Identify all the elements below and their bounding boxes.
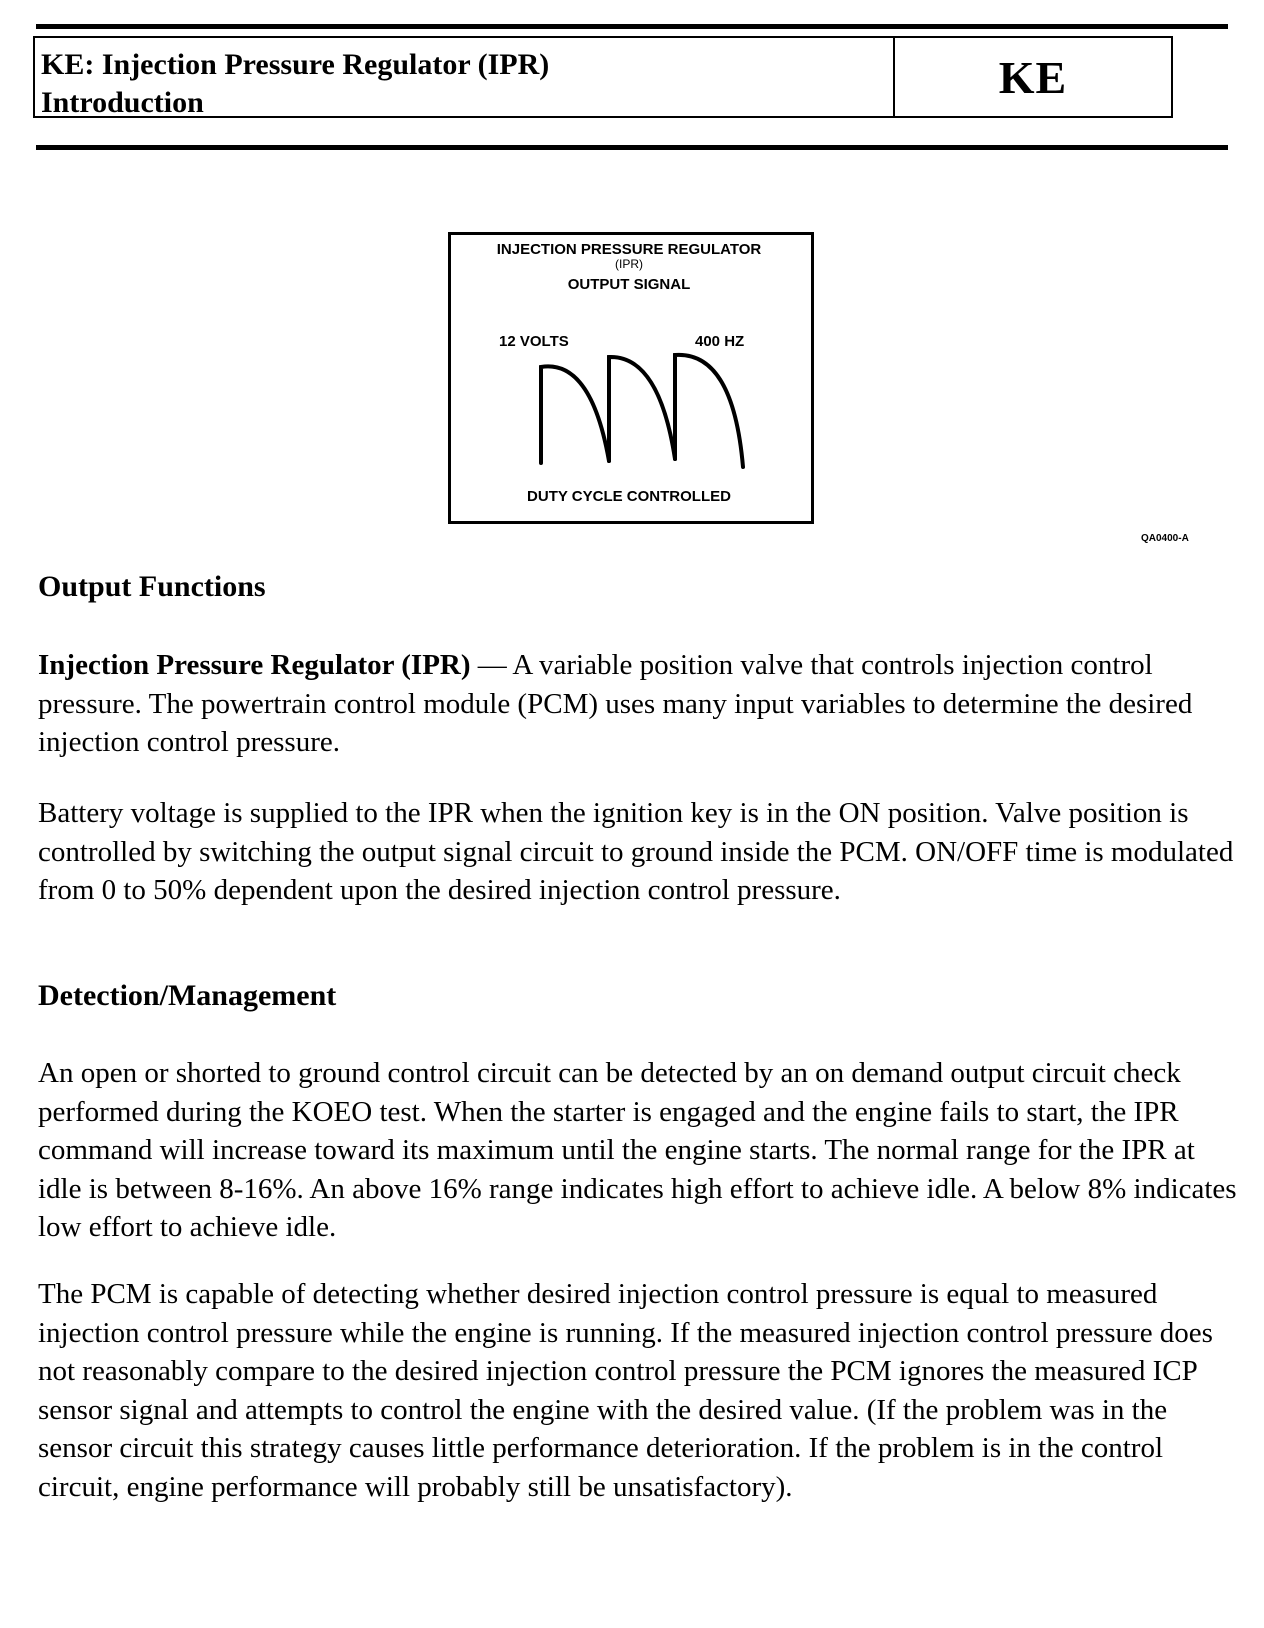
ipr-definition-text: — A variable position valve that controls injection control pressure. The powertrain control module (PCM) uses many input variables to determine the desired injection control pressure. bbox=[38, 649, 1193, 758]
page-title: KE: Injection Pressure Regulator (IPR) Introduction bbox=[41, 48, 550, 119]
figure-title-line1: INJECTION PRESSURE REGULATOR bbox=[496, 241, 762, 258]
frequency-label: 400 HZ bbox=[695, 333, 745, 350]
figure-title-line3: OUTPUT SIGNAL bbox=[567, 276, 691, 293]
waveform-pulse-3 bbox=[675, 355, 743, 467]
header-title-cell bbox=[35, 38, 895, 119]
header-table bbox=[33, 36, 1173, 118]
battery-voltage-paragraph: Battery voltage is supplied to the IPR when the ignition key is in the ON position. Valve position is controlled by switching the output signal circuit to ground inside the PCM. ON/OFF time is modulated from 0 to 50% dependent upon the desired injection control pressure. bbox=[38, 797, 1234, 906]
figure-id: QA0400-A bbox=[1141, 533, 1189, 544]
waveform-pulse-1 bbox=[541, 366, 609, 463]
waveform-pulse-2 bbox=[609, 357, 675, 461]
voltage-label: 12 VOLTS bbox=[499, 333, 569, 350]
ipr-term: Injection Pressure Regulator (IPR) bbox=[38, 649, 471, 681]
ipr-waveform-diagram bbox=[451, 235, 811, 521]
header-bottom-rule bbox=[36, 145, 1228, 150]
section-code: KE bbox=[998, 51, 1068, 103]
waveform bbox=[541, 355, 743, 467]
pcm-paragraph: The PCM is capable of detecting whether desired injection control pressure is equal to measured injection control pressure while the engine is running. If the measured injection control pressure does not reasonably compare to the desired injection control pressure the PCM ignores the measured ICP sensor signal and attempts to control the engine with the desired value. (If the problem was in the sensor circuit this strategy causes little performance deterioration. If the problem is in the control circuit, engine performance will probably still be unsatisfactory). bbox=[38, 1278, 1213, 1503]
detection-paragraph: An open or shorted to ground control circuit can be detected by an on demand output circuit check performed during the KOEO test. When the starter is engaged and the engine fails to start, the IPR command will increase toward its maximum until the engine starts. The normal range for the IPR at idle is between 8-16%. An above 16% range indicates high effort to achieve idle. A below 8% indicates low effort to achieve idle. bbox=[38, 1057, 1237, 1243]
ipr-signal-figure bbox=[448, 232, 814, 524]
figure-title-line2: (IPR) bbox=[615, 257, 643, 271]
figure-footer-label: DUTY CYCLE CONTROLLED bbox=[527, 488, 731, 505]
detection-management-heading: Detection/Management bbox=[38, 979, 337, 1012]
top-rule bbox=[36, 24, 1228, 29]
header-code-cell bbox=[895, 38, 1171, 116]
ipr-definition-paragraph bbox=[38, 646, 1238, 762]
output-functions-heading: Output Functions bbox=[38, 570, 266, 603]
